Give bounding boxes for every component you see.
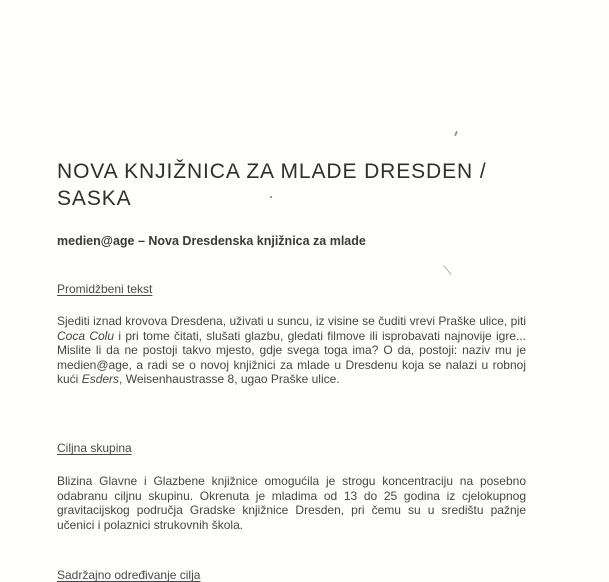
section-paragraph-promotional-text <box>57 314 526 387</box>
page-title: NOVA KNJIŽNICA ZA MLADE DRESDEN / SASKA <box>57 160 487 210</box>
section-heading-promotional-text: Promidžbeni tekst <box>57 282 153 296</box>
paragraph-italic-text: Esders <box>81 372 120 387</box>
paragraph-text: Blizina Glavne i Glazbene knjižnice omogućila je strogu koncentraciju na posebno odabranu ciljnu skupinu. Okrenuta je mladima od 13 do 25 godina iz cjelokupnog gravitacijskog područja Gradske knjižnice Dresden, pri čemu su u središtu pažnje učenici i polaznici strukovnih škola. <box>57 474 526 532</box>
scan-speck <box>443 265 451 275</box>
paragraph-italic-text: Coca Colu <box>57 328 115 343</box>
section-heading-content-goals: Sadržajno određivanje cilja <box>57 568 201 582</box>
scan-speck <box>454 131 458 136</box>
paragraph-text: Sjediti iznad krovova Dresdena, uživati u suncu, iz visine se čuditi vrevi Praške ulice, piti <box>57 314 526 328</box>
paragraph-text: , Weisenhaustrasse 8, ugao Praške ulice. <box>119 372 340 387</box>
section-heading-target-group: Ciljna skupina <box>57 441 132 455</box>
page-subtitle: medien@age – Nova Dresdenska knjižnica za mlade <box>57 234 366 248</box>
paragraph-text: i pri tome čitati, slušati glazbu, gledati filmove ili isprobavati najnovije igre... Mislite li da ne postoji takvo mjesto, gdje svega toga ima? O da, postoji: naziv mu je medien@age, a radi se o novoj knjižnici za mlade u Dresdenu koja se nalazi u robnoj kući <box>57 328 526 387</box>
section-paragraph-target-group <box>57 474 526 532</box>
